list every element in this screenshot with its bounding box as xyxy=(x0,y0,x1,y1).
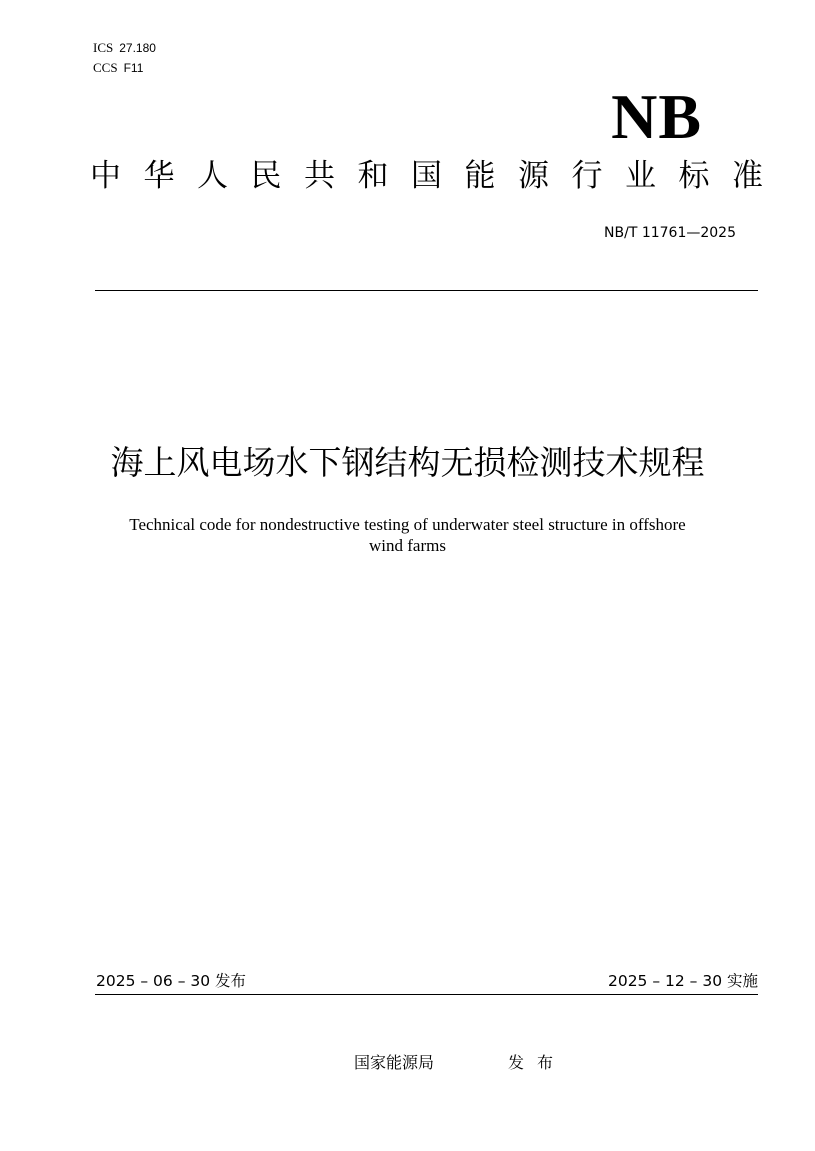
issued-label: 发布 xyxy=(508,1053,567,1072)
implementation-date: 2025 – 12 – 30 实施 xyxy=(607,972,758,990)
ccs-value: F11 xyxy=(123,61,144,75)
english-title-line-2: wind farms xyxy=(369,536,446,555)
footer-divider xyxy=(95,994,758,995)
document-title: 海上风电场水下钢结构无损检测技术规程 xyxy=(110,443,705,482)
standard-category-title: 中华人民共和国能源行业标准 xyxy=(90,158,786,194)
issuing-authority: 国家能源局 xyxy=(354,1053,435,1072)
ccs-label: CCS xyxy=(93,60,118,75)
ics-code xyxy=(93,41,156,55)
header-divider xyxy=(95,290,758,291)
english-title-line-1: Technical code for nondestructive testing of underwater steel structure in offshore xyxy=(129,515,686,534)
ccs-code xyxy=(93,61,143,75)
nb-logo: NB xyxy=(611,81,702,152)
publish-date: 2025 – 06 – 30 发布 xyxy=(96,972,247,990)
ics-label: ICS xyxy=(93,40,114,55)
standard-number: NB/T 11761—2025 xyxy=(604,225,736,241)
english-title xyxy=(0,514,815,556)
ics-value: 27.180 xyxy=(119,41,156,55)
